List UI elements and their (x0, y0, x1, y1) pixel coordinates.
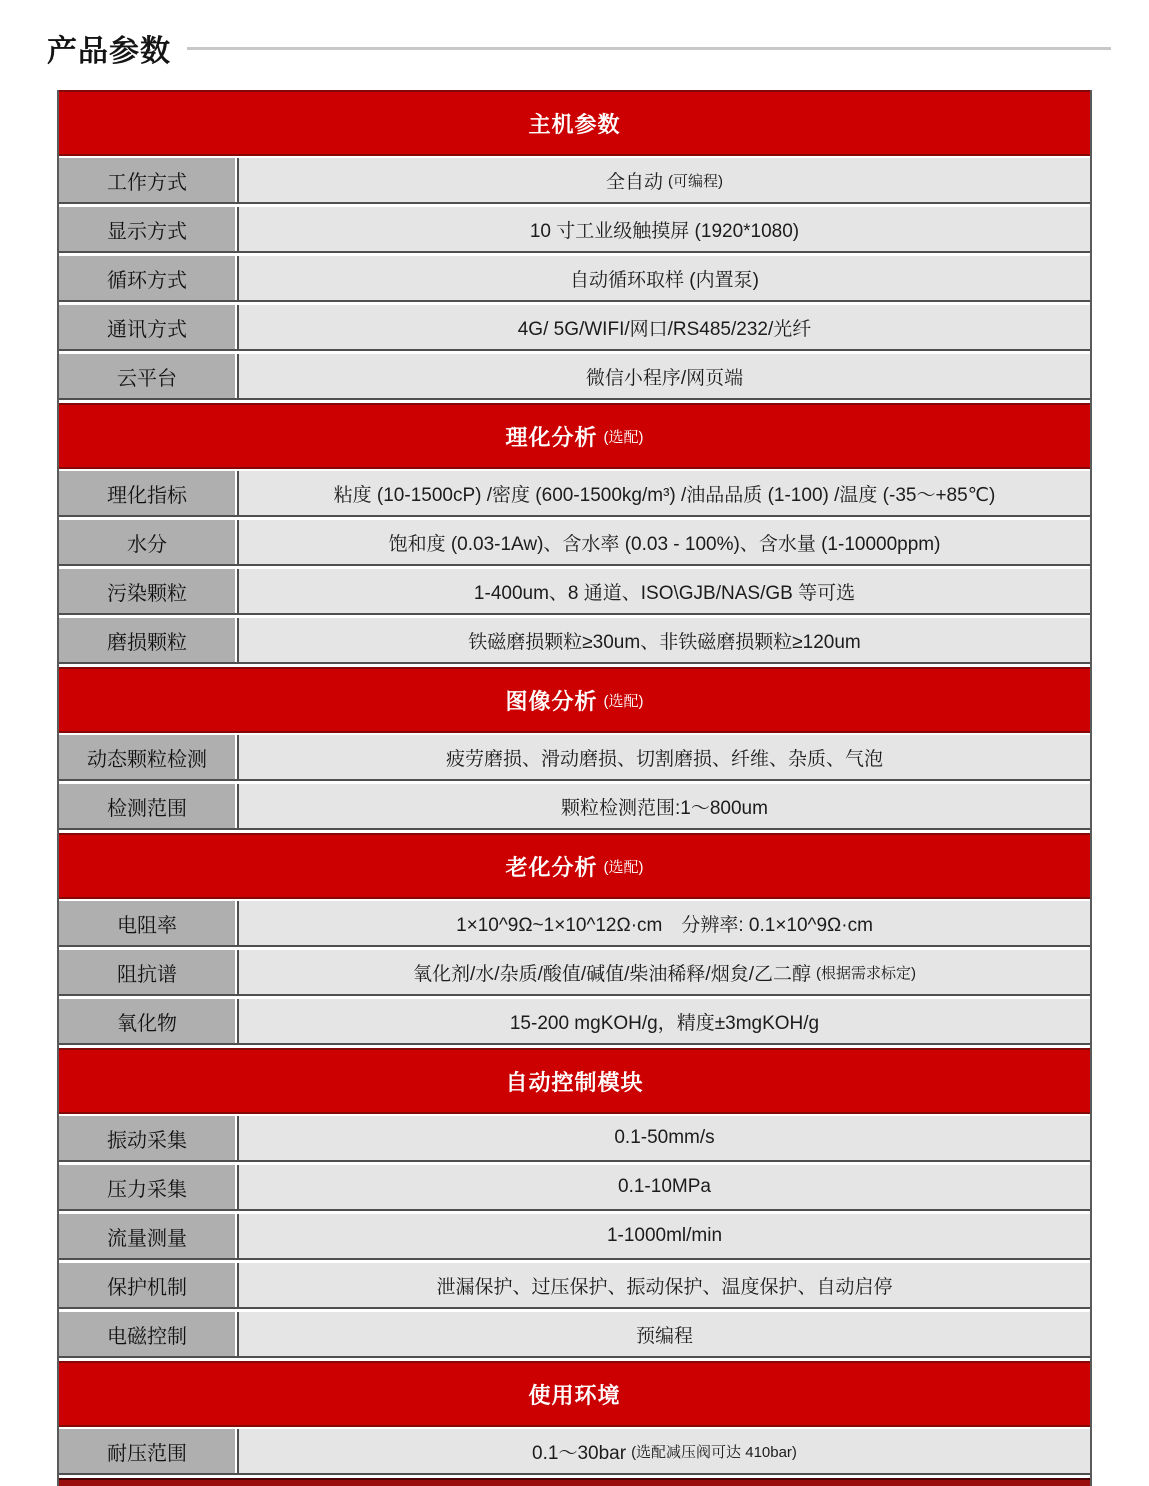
row-value-text: 全自动 (605, 171, 663, 193)
row-value (237, 1312, 1090, 1356)
table-row (59, 354, 1090, 400)
row-value (237, 158, 1090, 202)
row-label: 压力采集 (59, 1165, 237, 1209)
row-value (237, 950, 1090, 994)
section-header-aging (59, 833, 1090, 899)
row-value-text: 0.1～30bar (532, 1442, 627, 1464)
table-row (59, 569, 1090, 615)
row-value-text: 预编程 (635, 1325, 693, 1347)
spec-table (57, 90, 1092, 1486)
section-header-physchem (59, 403, 1090, 469)
row-value-text: 颗粒检测范围:1～800um (561, 797, 768, 819)
row-label: 工作方式 (59, 158, 237, 202)
row-label: 显示方式 (59, 207, 237, 251)
page-title: 产品参数 (47, 35, 171, 68)
section-header-image (59, 667, 1090, 733)
row-value (237, 471, 1090, 515)
row-value-text: 微信小程序/网页端 (585, 367, 744, 389)
row-value-text: 饱和度 (0.03-1Aw)、含水率 (0.03 - 100%)、含水量 (1-10000ppm) (388, 533, 941, 555)
row-label: 保护机制 (59, 1263, 237, 1307)
row-value (237, 999, 1090, 1043)
table-row (59, 1312, 1090, 1358)
row-label: 循环方式 (59, 256, 237, 300)
row-value (237, 569, 1090, 613)
table-row (59, 784, 1090, 830)
table-row (59, 520, 1090, 566)
table-row (59, 1429, 1090, 1475)
row-value-text: 疲劳磨损、滑动磨损、切割磨损、纤维、杂质、气泡 (445, 748, 883, 770)
row-label: 磨损颗粒 (59, 618, 237, 662)
row-label: 电阻率 (59, 901, 237, 945)
row-label: 电磁控制 (59, 1312, 237, 1356)
row-value-text: 4G/ 5G/WIFI/网口/RS485/232/光纤 (517, 318, 812, 340)
row-label: 理化指标 (59, 471, 237, 515)
section-title: 自动控制模块 (505, 1069, 644, 1095)
section-title: 主机参数 (528, 111, 621, 137)
table-row (59, 256, 1090, 302)
table-row (59, 735, 1090, 781)
row-label: 通讯方式 (59, 305, 237, 349)
row-value (237, 1116, 1090, 1160)
row-value (237, 1263, 1090, 1307)
row-value (237, 520, 1090, 564)
table-row (59, 901, 1090, 947)
section-note: (选配) (603, 858, 644, 876)
row-label: 流量测量 (59, 1214, 237, 1258)
section-note: (选配) (603, 692, 644, 710)
title-rule (187, 47, 1111, 50)
row-value-text: 10 寸工业级触摸屏 (1920*1080) (529, 220, 800, 242)
table-row (59, 1116, 1090, 1162)
row-value-text: 1×10^9Ω~1×10^12Ω·cm 分辨率: 0.1×10^9Ω·cm (456, 914, 873, 936)
row-label: 动态颗粒检测 (59, 735, 237, 779)
table-row (59, 1165, 1090, 1211)
row-label: 云平台 (59, 354, 237, 398)
section-note: (选配) (603, 428, 644, 446)
section-header-autocontrol (59, 1048, 1090, 1114)
row-label: 检测范围 (59, 784, 237, 828)
row-value (237, 735, 1090, 779)
row-value-text: 铁磁磨损颗粒≥30um、非铁磁磨损颗粒≥120um (468, 631, 861, 653)
page-header (47, 26, 1111, 70)
row-value-text: 泄漏保护、过压保护、振动保护、温度保护、自动启停 (436, 1276, 893, 1298)
row-value (237, 1214, 1090, 1258)
row-value-text: 0.1-50mm/s (614, 1127, 715, 1148)
table-row (59, 999, 1090, 1045)
table-row (59, 618, 1090, 664)
row-value (237, 207, 1090, 251)
row-value (237, 256, 1090, 300)
row-value-note: (选配减压阀可达 410bar) (631, 1443, 797, 1461)
row-value (237, 1429, 1090, 1473)
section-header-environment (59, 1361, 1090, 1427)
row-label: 耐压范围 (59, 1429, 237, 1473)
table-row (59, 158, 1090, 204)
row-value-text: 粘度 (10-1500cP) /密度 (600-1500kg/m³) /油品品质 (1-100) /温度 (-35～+85℃) (333, 484, 996, 506)
row-label: 污染颗粒 (59, 569, 237, 613)
table-row (59, 1214, 1090, 1260)
table-row (59, 1263, 1090, 1309)
table-row (59, 950, 1090, 996)
section-header-host (59, 90, 1090, 156)
row-value-text: 0.1-10MPa (618, 1176, 711, 1197)
row-value (237, 618, 1090, 662)
row-value-text: 氧化剂/水/杂质/酸值/碱值/柴油稀释/烟炱/乙二醇 (413, 963, 811, 985)
section-title: 老化分析 (505, 854, 598, 880)
table-row (59, 471, 1090, 517)
row-label: 阻抗谱 (59, 950, 237, 994)
row-value (237, 784, 1090, 828)
row-value-text: 自动循环取样 (内置泵) (570, 269, 759, 291)
table-row (59, 305, 1090, 351)
row-value-note: (根据需求标定) (815, 964, 916, 982)
row-label: 振动采集 (59, 1116, 237, 1160)
section-title: 使用环境 (528, 1382, 621, 1408)
row-label: 氧化物 (59, 999, 237, 1043)
table-row (59, 207, 1090, 253)
row-value-note: (可编程) (668, 172, 723, 190)
section-title: 理化分析 (505, 424, 598, 450)
row-value (237, 305, 1090, 349)
row-value-text: 15-200 mgKOH/g，精度±3mgKOH/g (509, 1012, 820, 1034)
row-value-text: 1-400um、8 通道、ISO\GJB/NAS/GB 等可选 (473, 582, 856, 604)
row-value (237, 354, 1090, 398)
row-value (237, 901, 1090, 945)
row-label: 水分 (59, 520, 237, 564)
row-value-text: 1-1000ml/min (606, 1225, 723, 1246)
section-title: 图像分析 (505, 688, 598, 714)
row-value (237, 1165, 1090, 1209)
next-section-strip (59, 1478, 1090, 1486)
